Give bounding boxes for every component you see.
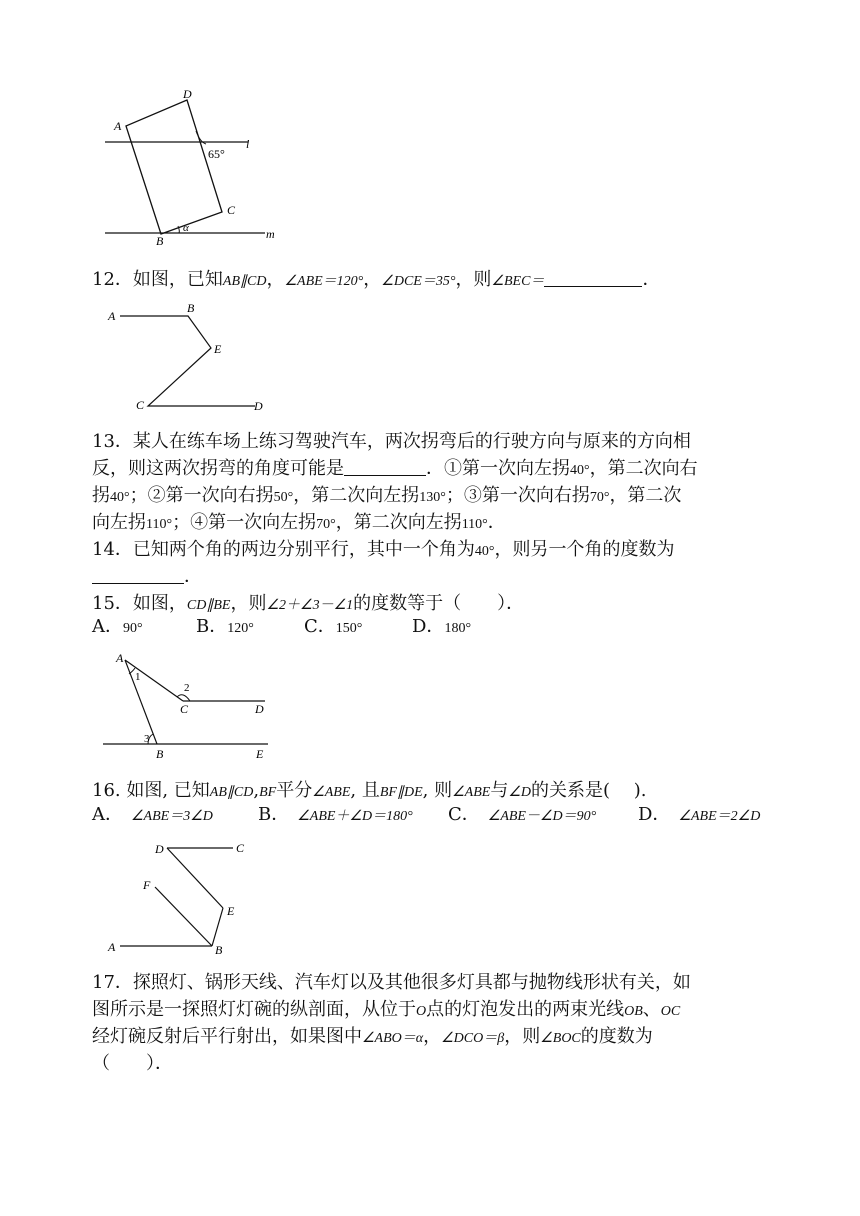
option-C[interactable]: C．150° (304, 616, 363, 637)
option-D[interactable]: D．180° (412, 616, 472, 637)
question-14-line-1: 14．已知两个角的两边分别平行，其中一个角为40°，则另一个角的度数为 (92, 539, 675, 560)
question-17-line-1: 17．探照灯、锅形天线、汽车灯以及其他很多灯具都与抛物线形状有关，如 (92, 972, 691, 993)
question-12: 12．如图，已知AB∥CD，∠ABE＝120°，∠DCE＝35°，则∠BEC＝ ． (92, 269, 661, 290)
question-15: 15．如图，CD∥BE，则∠2＋∠3－∠1的度数等于（ ）． (92, 593, 525, 614)
option-A[interactable]: A． ∠ABE＝3∠D (92, 804, 213, 825)
svg-text:D: D (255, 702, 264, 716)
angle-alpha: α (183, 222, 189, 234)
svg-text:E: E (214, 342, 222, 356)
question-13-line-2: 反，则这两次拐弯的角度可能是 ．①第一次向左拐40°，第二次向右 (92, 458, 698, 479)
figure-q12 (105, 300, 270, 415)
svg-text:B: B (156, 747, 164, 761)
svg-text:D: D (155, 842, 164, 856)
label-B: B (156, 234, 164, 248)
svg-text:2: 2 (184, 682, 190, 694)
svg-text:A: A (108, 940, 116, 954)
figure-q11 (100, 84, 290, 248)
figure-q16 (105, 838, 265, 956)
figure-q15 (100, 648, 280, 763)
question-17-line-3: 经灯碗反射后平行射出，如果图中∠ABO＝α，∠DCO＝β，则∠BOC的度数为 (92, 1026, 653, 1047)
answer-blank[interactable] (344, 457, 426, 476)
svg-text:C: C (236, 841, 245, 855)
label-A: A (114, 119, 122, 133)
question-16: 16. 如图, 已知AB∥CD,BF平分∠ABE, 且BF∥DE, 则∠ABE与∠D的关系是( ). (92, 780, 647, 801)
svg-text:B: B (215, 943, 223, 956)
question-13-line-4: 向左拐110°；④第一次向左拐70°，第二次向左拐110°． (92, 512, 506, 533)
label-l: l (246, 137, 250, 151)
svg-text:E: E (256, 747, 264, 761)
option-B[interactable]: B． ∠ABE＋∠D＝180° (258, 804, 413, 825)
angle-65: 65° (208, 147, 225, 161)
svg-text:C: C (180, 702, 189, 716)
svg-text:D: D (254, 399, 263, 413)
svg-text:A: A (116, 651, 124, 665)
option-C[interactable]: C． ∠ABE－∠D＝90° (448, 804, 597, 825)
option-D[interactable]: D． ∠ABE＝2∠D (638, 804, 761, 825)
option-B[interactable]: B．120° (196, 616, 254, 637)
label-m: m (266, 227, 275, 241)
question-17-line-2: 图所示是一探照灯灯碗的纵剖面，从位于O点的灯泡发出的两束光线OB、OC (92, 999, 681, 1020)
svg-text:F: F (143, 878, 151, 892)
answer-blank[interactable] (544, 268, 642, 287)
svg-text:B: B (187, 301, 195, 315)
label-D: D (183, 87, 192, 101)
svg-text:C: C (136, 398, 145, 412)
svg-text:1: 1 (135, 671, 141, 683)
option-A[interactable]: A．90° (92, 616, 143, 637)
svg-text:E: E (227, 904, 235, 918)
question-13-line-1: 13．某人在练车场上练习驾驶汽车，两次拐弯后的行驶方向与原来的方向相 (92, 431, 691, 452)
question-17-line-4: （ ）． (92, 1053, 173, 1074)
question-14-line-2: ． (92, 563, 202, 590)
svg-text:3: 3 (144, 733, 150, 745)
label-C: C (227, 203, 236, 217)
svg-text:A: A (108, 309, 116, 323)
question-13-line-3: 拐40°；②第一次向右拐50°，第二次向左拐130°；③第一次向右拐70°，第二次 (92, 485, 682, 506)
answer-blank[interactable] (92, 565, 184, 584)
